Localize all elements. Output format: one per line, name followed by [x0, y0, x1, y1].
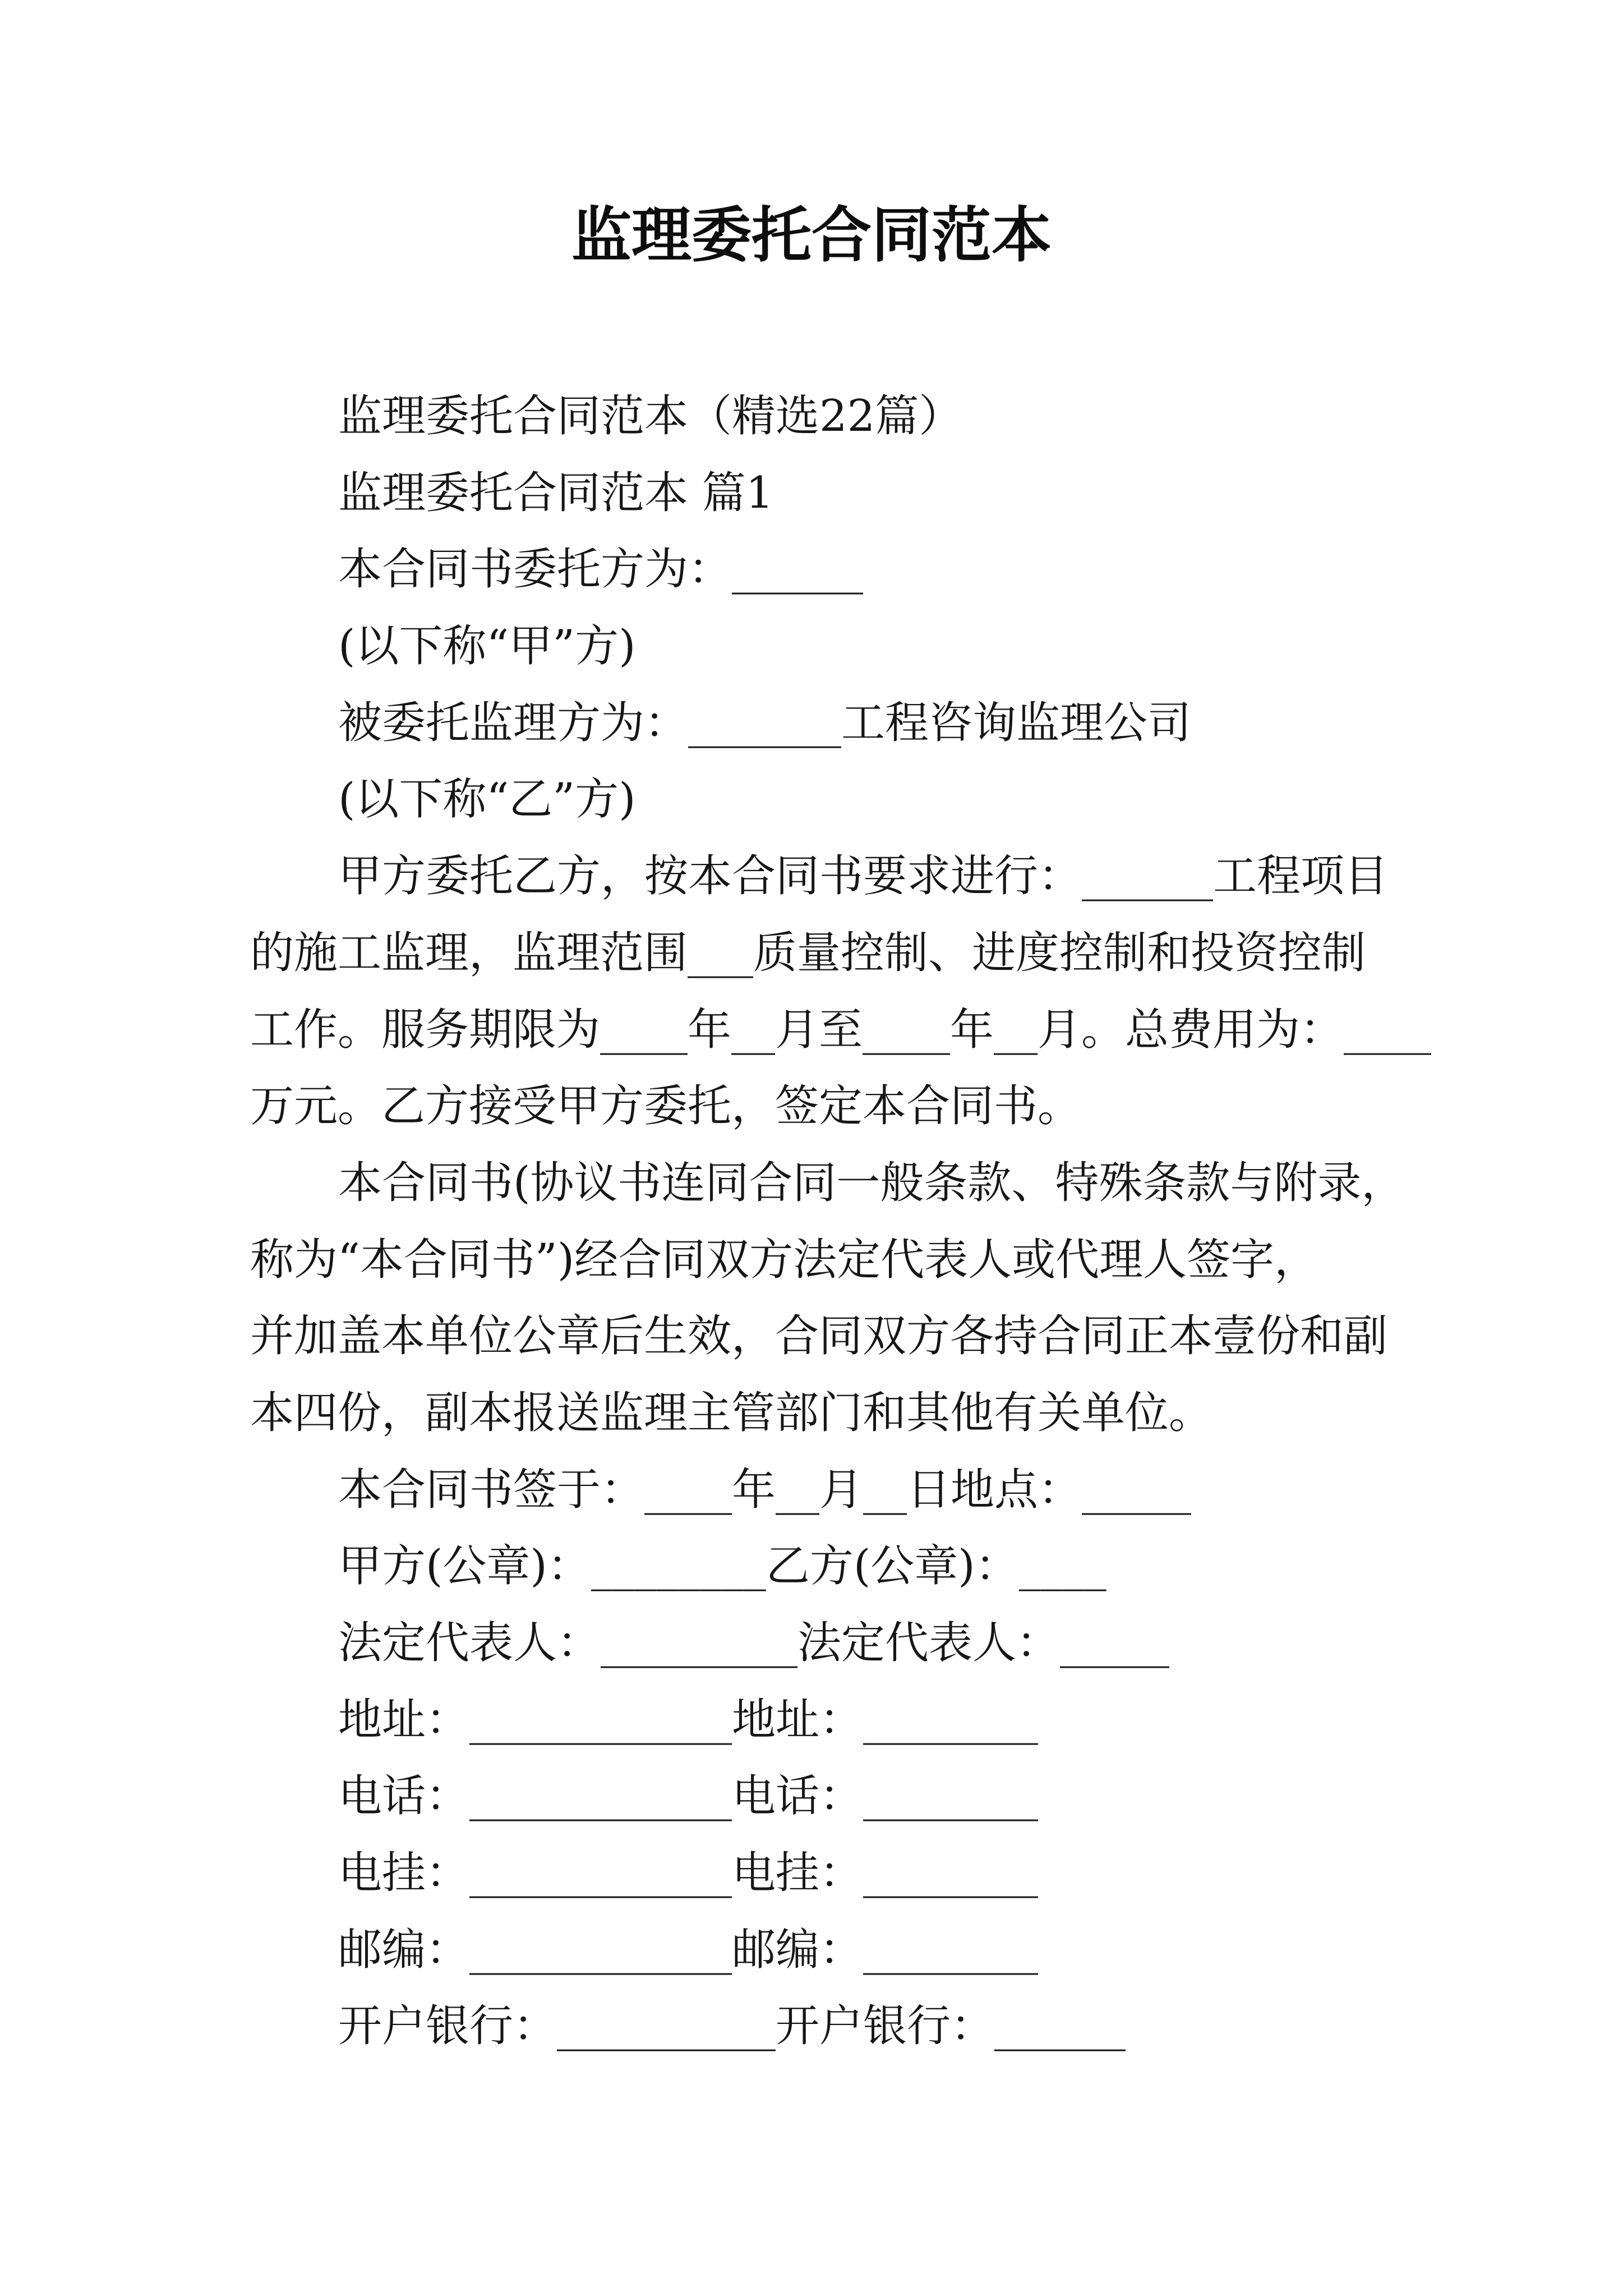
document-body [250, 378, 1432, 2065]
signature-row-postcode: 邮编：____________邮编：________ [338, 1924, 1039, 1975]
paragraph-line: 并加盖本单位公章后生效，合同双方各持合同正本壹份和副 [250, 1311, 1388, 1362]
signing-statement: 本合同书签于：____年__月__日地点：_____ [338, 1464, 1192, 1515]
party-line: 被委托监理方为：_______工程咨询监理公司 [338, 697, 1192, 748]
signature-row-legal-rep: 法定代表人：_________法定代表人：_____ [338, 1618, 1170, 1668]
signature-row-seal: 甲方(公章)：________乙方(公章)：____ [338, 1541, 1106, 1592]
paragraph-line: 万元。乙方接受甲方委托，签定本合同书。 [250, 1081, 1082, 1132]
paragraph-validity [250, 1145, 1428, 1452]
paragraph-line: 本四份，副本报送监理主管部门和其他有关单位。 [250, 1387, 1213, 1438]
paragraph-line: 称为“本合同书”)经合同双方法定代表人或代理人签字， [250, 1234, 1318, 1285]
document-subtitle: 监理委托合同范本（精选22篇） [338, 391, 963, 441]
party-line: (以下称“甲”方) [338, 621, 636, 672]
paragraph-line: 本合同书(协议书连同合同一般条款、特殊条款与附录， [338, 1157, 1405, 1208]
paragraph-scope [250, 838, 1432, 1145]
paragraph-line: 的施工监理，监理范围___质量控制、进度控制和投资控制 [250, 927, 1366, 978]
paragraph-line: 甲方委托乙方，按本合同书要求进行：______工程项目 [338, 851, 1389, 902]
party-line: (以下称“乙”方) [338, 774, 636, 825]
signature-row-bank: 开户银行：__________开户银行：______ [338, 2001, 1126, 2052]
parties-block [250, 531, 1428, 838]
section-heading: 监理委托合同范本 篇1 [338, 467, 774, 518]
signature-row-address: 地址：____________地址：________ [338, 1694, 1039, 1745]
party-line: 本合同书委托方为：______ [338, 544, 864, 595]
paragraph-line: 工作。服务期限为____年__月至____年__月。总费用为：____ [250, 1004, 1432, 1055]
signature-row-cable: 电挂：____________电挂：________ [338, 1848, 1039, 1899]
signature-block [250, 1528, 1428, 2065]
document-title: 监理委托合同范本 [571, 200, 1052, 270]
signature-row-phone: 电话：____________电话：________ [338, 1771, 1039, 1822]
